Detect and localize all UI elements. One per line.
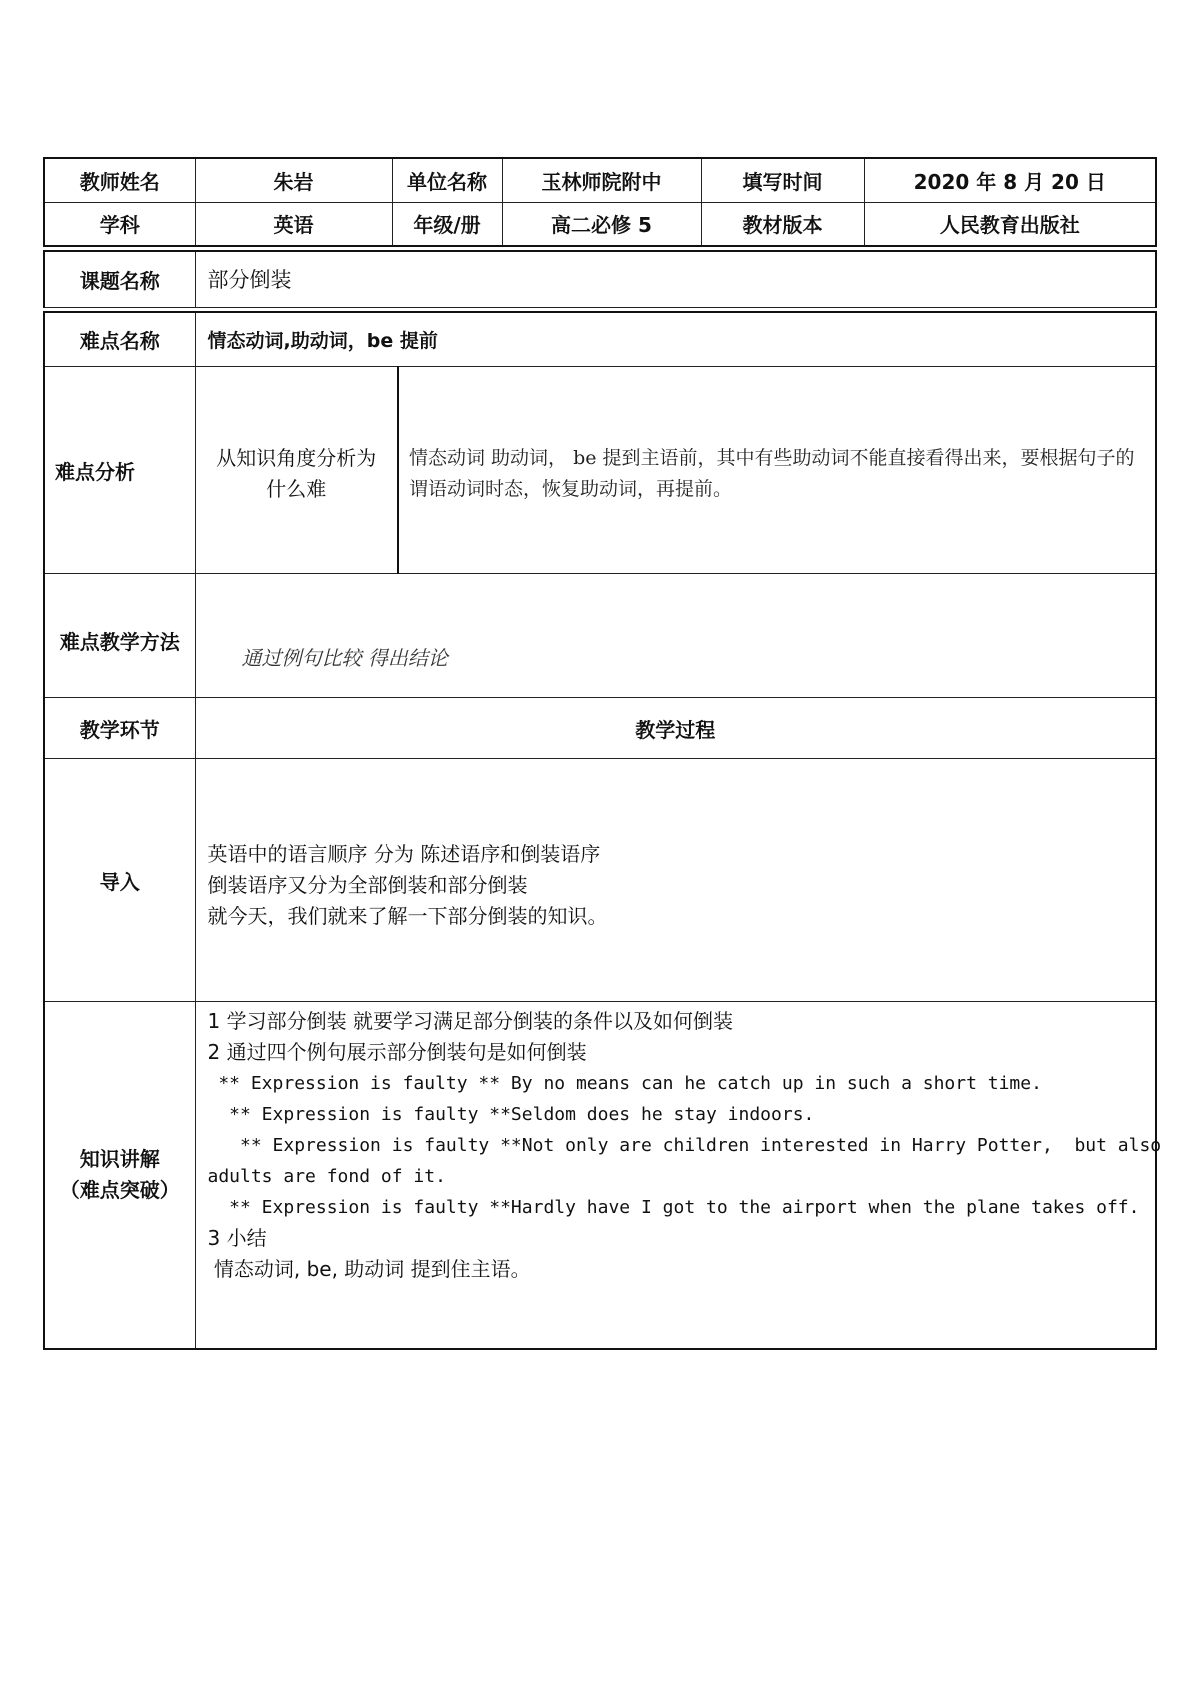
- difficulty-value: 情态动词,助动词，be 提前: [195, 312, 1156, 367]
- example-sentence: ** Expression is faulty **Hardly have I got to the airport when the plane takes off.: [207, 1197, 1140, 1218]
- example-sentence: ** Expression is faulty **Not only are children interested in Harry Potter, but also: [207, 1135, 1162, 1156]
- knowledge-line: 1 学习部分倒装 就要学习满足部分倒装的条件以及如何倒装: [207, 1009, 733, 1033]
- example-sentence: ** Expression is faulty ** By no means can he catch up in such a short time.: [207, 1073, 1042, 1094]
- knowledge-label-line1: 知识讲解: [79, 1146, 160, 1171]
- knowledge-line: 2 通过四个例句展示部分倒装句是如何倒装: [207, 1040, 587, 1064]
- intro-label: 导入: [44, 759, 195, 1002]
- stage-header: 教学环节: [44, 698, 195, 759]
- edition-value: 人民教育出版社: [864, 202, 1156, 246]
- unit-label: 单位名称: [392, 158, 502, 202]
- lesson-plan-table: [43, 157, 1162, 1350]
- knowledge-content: [195, 1002, 1162, 1349]
- grade-value: 高二必修 5: [502, 202, 701, 246]
- topic-label: 课题名称: [44, 251, 195, 307]
- method-label: 难点教学方法: [44, 574, 195, 698]
- example-sentence: adults are fond of it.: [207, 1166, 446, 1187]
- analysis-label: 难点分析: [44, 367, 195, 574]
- method-value: 通过例句比较 得出结论: [195, 574, 1156, 698]
- analysis-sub-label: 从知识角度分析为什么难: [195, 367, 398, 574]
- analysis-text: 情态动词 助动词， be 提到主语前，其中有些助动词不能直接看得出来，要根据句子的谓语动词时态，恢复助动词，再提前。: [398, 367, 1156, 574]
- knowledge-label: [44, 1002, 195, 1349]
- intro-line: 就今天，我们就来了解一下部分倒装的知识。: [207, 904, 608, 928]
- intro-content: [195, 759, 1156, 1002]
- date-label: 填写时间: [701, 158, 864, 202]
- knowledge-label-line2: （难点突破）: [59, 1177, 180, 1202]
- intro-line: 倒装语序又分为全部倒装和部分倒装: [207, 873, 528, 897]
- example-sentence: ** Expression is faulty **Seldom does he stay indoors.: [207, 1104, 815, 1125]
- date-value: 2020 年 8 月 20 日: [864, 158, 1156, 202]
- teacher-value: 朱岩: [195, 158, 392, 202]
- intro-line: 英语中的语言顺序 分为 陈述语序和倒装语序: [207, 842, 601, 866]
- knowledge-line: 3 小结: [207, 1226, 267, 1250]
- knowledge-line: 情态动词, be, 助动词 提到住主语。: [207, 1257, 531, 1281]
- edition-label: 教材版本: [701, 202, 864, 246]
- subject-label: 学科: [44, 202, 195, 246]
- topic-value: 部分倒装: [195, 251, 1156, 307]
- unit-value: 玉林师院附中: [502, 158, 701, 202]
- difficulty-label: 难点名称: [44, 312, 195, 367]
- process-header: 教学过程: [195, 698, 1156, 759]
- subject-value: 英语: [195, 202, 392, 246]
- teacher-label: 教师姓名: [44, 158, 195, 202]
- grade-label: 年级/册: [392, 202, 502, 246]
